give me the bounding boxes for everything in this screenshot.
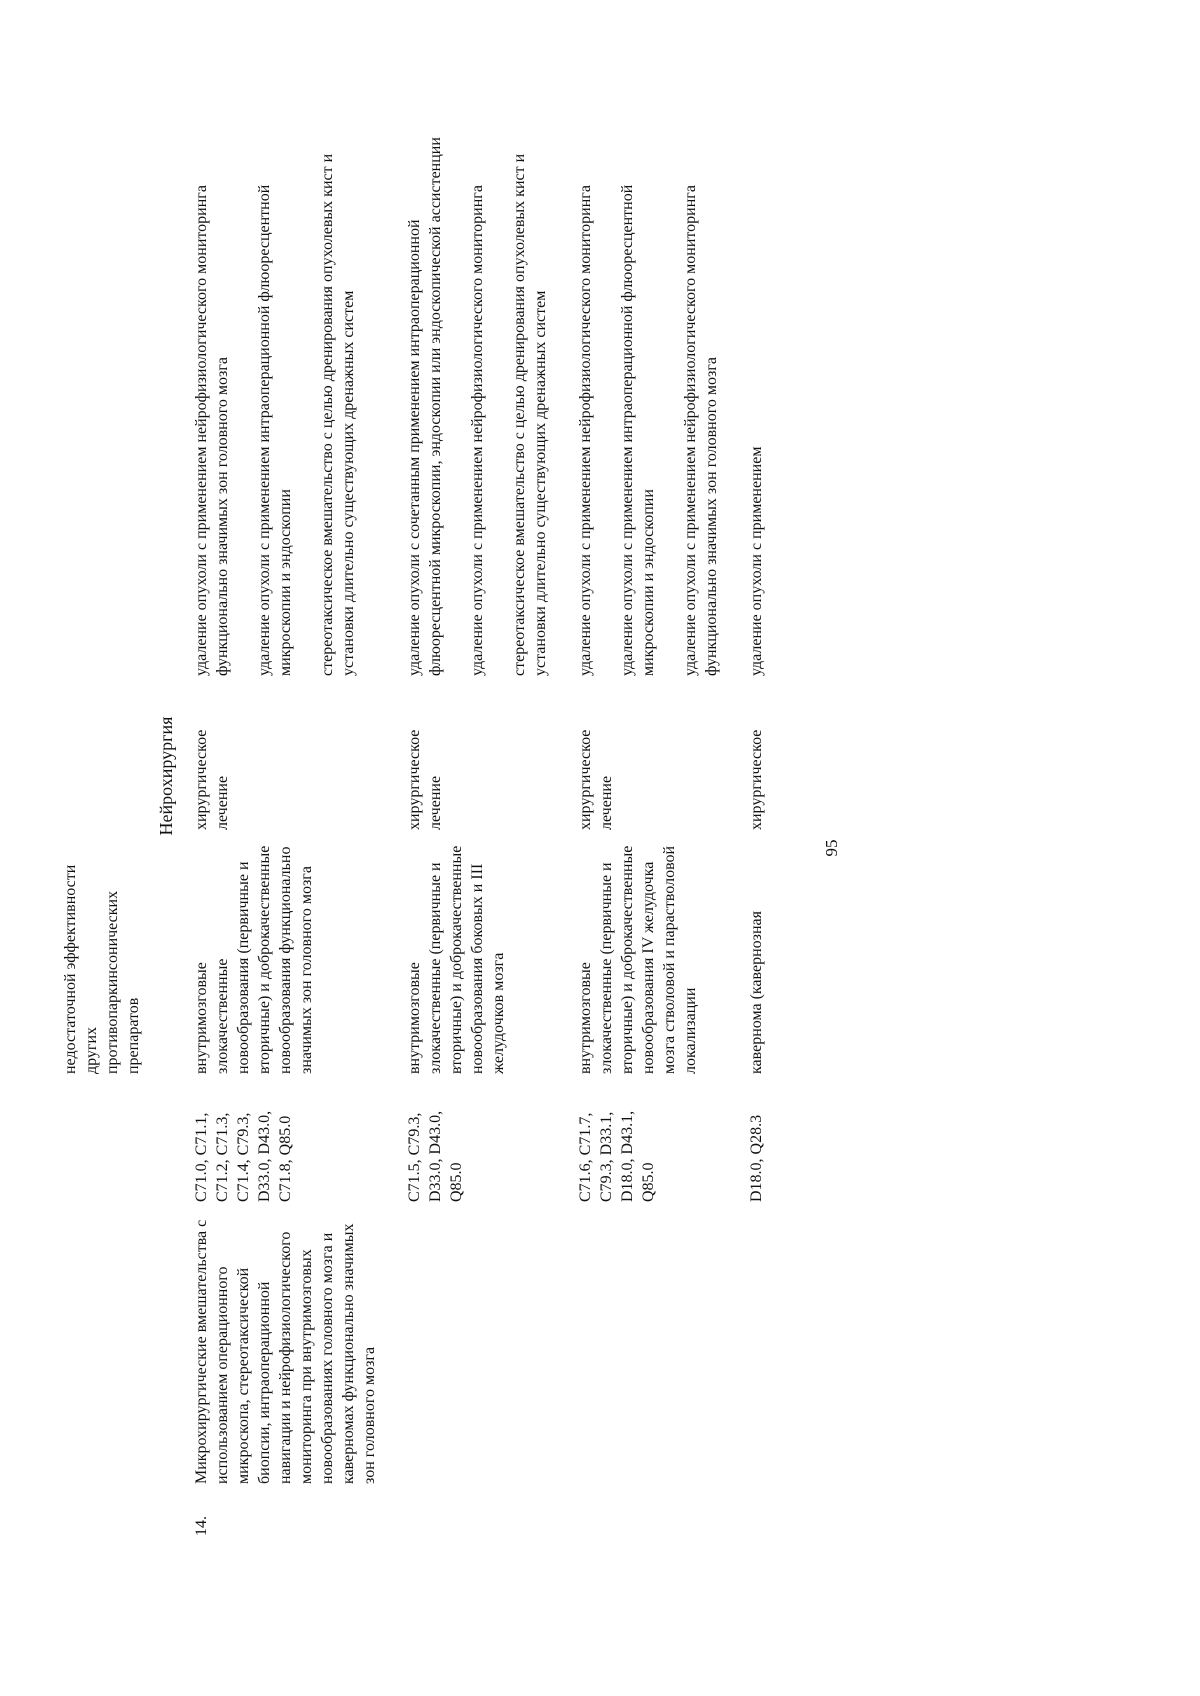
patient-model: кавернома (кавернозная [748,911,765,1074]
icd-codes: C71.6, C71.7, C79.3, D33.1, D18.0, D43.1, Q85.0 [577,1110,657,1202]
table-row [191,136,380,1536]
patient-model: внутримозговые злокачественные (первичные и вторичные) и доброкачественные новообразования боковых и III желудочков мозга [406,845,507,1074]
section-title: Нейрохирургия [156,716,176,836]
method-item: стереотаксическое вмешательство с целью дренирования опухолевых кист и установки длительно существующих дренажных систем [511,153,549,676]
treatment-methods [404,136,551,676]
treatment-methods [575,136,722,676]
treatment-type: хирургическое лечение [406,729,444,830]
method-item: удаление опухоли с применением нейрофизиологического мониторинга [469,185,486,676]
continuation-row [60,136,144,1536]
treatment-type: хирургическое лечение [577,729,615,830]
treatment-methods [746,136,767,676]
patient-model: внутримозговые злокачественные (первичные и вторичные) и доброкачественные новообразования IV желудочка мозга стволовой и парастволовой локализации [577,845,699,1074]
icd-codes: C71.0, C71.1, C71.2, C71.3, C71.4, C79.3, D33.0, D43.0, C71.8, Q85.0 [193,1110,294,1202]
method-item: удаление опухоли с применением нейрофизиологического мониторинга функционально значимых зон головного мозга [682,185,720,676]
page-number: 95 [822,839,841,857]
treatment-methods [191,136,359,676]
table-row [746,136,767,1536]
method-item: удаление опухоли с применением интраоперационной флюоресцентной микроскопии и эндоскопии [619,184,657,676]
method-item: удаление опухоли с применением [748,446,765,676]
method-item: удаление опухоли с применением нейрофизиологического мониторинга [577,185,594,676]
continuation-model-text: недостаточной эффективности других противопаркинсонических препаратов [62,864,142,1074]
treatment-type: хирургическое [748,729,765,830]
table-row [575,136,722,1536]
method-item: стереотаксическое вмешательство с целью дренирования опухолевых кист и установки длительно существующих дренажных систем [319,153,357,676]
icd-codes: C71.5, C79.3, D33.0, D43.0, Q85.0 [406,1110,465,1202]
method-item: удаление опухоли с применением нейрофизиологического мониторинга функционально значимых зон головного мозга [193,185,231,676]
method-item: удаление опухоли с применением интраоперационной флюоресцентной микроскопии и эндоскопии [256,184,294,676]
row-number: 14. [193,1516,210,1536]
services-table [60,136,767,1536]
icd-codes: D18.0, Q28.3 [748,1114,765,1202]
treatment-type: хирургическое лечение [193,729,231,830]
patient-model: внутримозговые злокачественные новообразования (первичные и вторичные) и доброкачественные новообразования функционально значимых зон головного мозга [193,845,315,1074]
table-row [404,136,551,1536]
method-item: удаление опухоли с сочетанным применением интраоперационной флюоресцентной микроскопии, эндоскопии или эндоскопической ассистенции [406,137,444,676]
service-name: Микрохирургические вмешательства с использованием операционного микроскопа, стереотаксической биопсии, интраоперационной навигации и нейрофизиологического мониторинга при внутримозговых новообразованиях головного мозга и каверномах функционально значимых зон головного мозга [193,1219,378,1484]
